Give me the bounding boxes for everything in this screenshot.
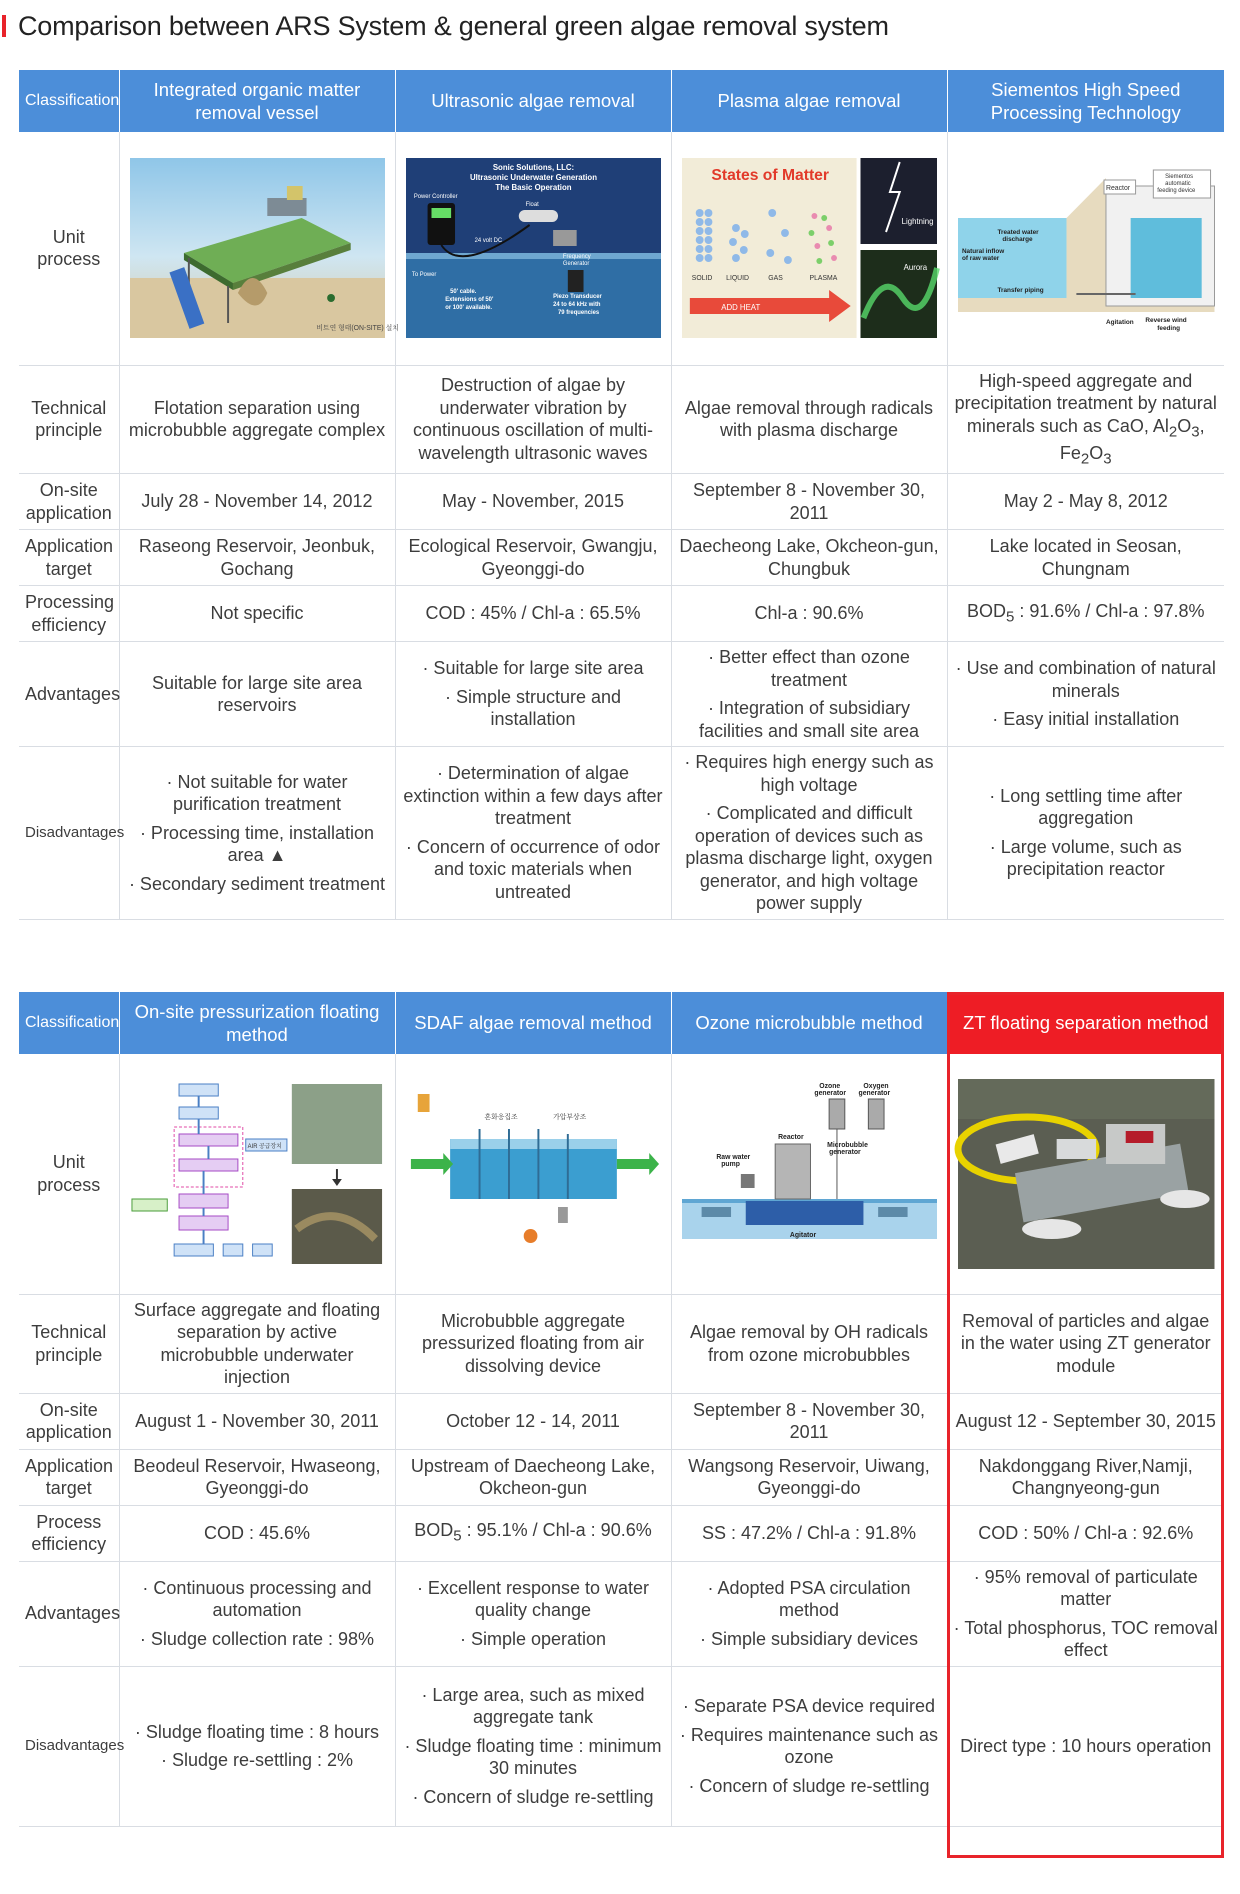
principle-cell: Flotation separation using microbubble aggregate complex	[119, 365, 395, 474]
efficiency-cell	[947, 586, 1224, 642]
subscript: 5	[453, 1527, 462, 1545]
row-label-application-target: Application target	[19, 530, 119, 586]
process-efficiency-row	[19, 1505, 1224, 1561]
unit-process-image-cell	[671, 132, 947, 365]
siementos-process-diagram	[958, 158, 1215, 338]
disadvantages-row	[19, 747, 1224, 920]
principle-cell: Algae removal through radicals with plasma discharge	[671, 365, 947, 474]
row-label-technical-principle: Technical principle	[19, 365, 119, 474]
svg-text:generator: generator	[828, 1148, 861, 1156]
row-label-processing-efficiency: Processing efficiency	[19, 586, 119, 642]
efficiency-cell: Not specific	[119, 586, 395, 642]
principle-text: , Fe	[1059, 415, 1205, 463]
zt-floating-vessel-photo	[958, 1079, 1215, 1269]
svg-text:Piezo Transducer: Piezo Transducer	[552, 294, 602, 301]
disadvantages-cell	[947, 1666, 1224, 1826]
svg-text:generator: generator	[858, 1089, 890, 1097]
disadvantages-cell	[395, 1666, 671, 1826]
svg-text:States of Matter: States of Matter	[710, 167, 829, 185]
svg-text:discharge: discharge	[1001, 236, 1033, 244]
row-label-disadvantages: Disadvantages	[19, 1666, 119, 1826]
svg-text:PLASMA: PLASMA	[809, 275, 837, 283]
advantage-item: · Excellent response to water quality change	[416, 1577, 650, 1621]
onsite-cell: July 28 - November 14, 2012	[119, 474, 395, 530]
disadvantage-item: · Complicated and difficult operation of devices such as plasma discharge light, oxygen generator, and high voltage power supply	[685, 803, 933, 914]
svg-text:feeding device: feeding device	[1156, 188, 1195, 195]
target-cell: Lake located in Seosan, Chungnam	[947, 530, 1224, 586]
onsite-cell: May - November, 2015	[395, 474, 671, 530]
svg-text:generator: generator	[813, 1089, 846, 1097]
principle-text: High-speed aggregate and precipitation treatment by natural minerals such as CaO, Al	[954, 370, 1217, 436]
row-label-advantages: Advantages	[19, 1561, 119, 1666]
column-header-vessel: Integrated organic matter removal vessel	[119, 70, 395, 132]
disadvantages-row	[19, 1666, 1224, 1826]
advantage-item: · Continuous processing and automation	[142, 1577, 372, 1621]
svg-text:feeding: feeding	[1156, 325, 1180, 333]
svg-text:Natural inflow: Natural inflow	[961, 248, 1004, 256]
page-title: Comparison between ARS System & general green algae removal system	[18, 10, 889, 41]
advantage-item: · Better effect than ozone treatment	[708, 647, 910, 690]
svg-text:혼화응집조: 혼화응집조	[483, 1113, 518, 1121]
disadvantages-cell	[395, 747, 671, 920]
svg-text:To Power: To Power	[411, 272, 436, 279]
principle-cell: Algae removal by OH radicals from ozone microbubbles	[671, 1294, 947, 1393]
advantage-item: · Simple subsidiary devices	[699, 1628, 919, 1649]
disadvantages-cell	[671, 1666, 947, 1826]
svg-text:GAS: GAS	[767, 275, 783, 283]
svg-text:Reverse wind: Reverse wind	[1144, 317, 1187, 325]
svg-text:24 volt DC: 24 volt DC	[474, 238, 502, 245]
svg-text:Ultrasonic Underwater Generati: Ultrasonic Underwater Generation	[469, 173, 597, 183]
target-cell: Beodeul Reservoir, Hwaseong, Gyeonggi-do	[119, 1449, 395, 1505]
svg-text:Raw water: Raw water	[715, 1153, 750, 1161]
svg-text:79 frequencies: 79 frequencies	[557, 310, 599, 317]
svg-text:Treated water: Treated water	[996, 229, 1039, 237]
principle-cell	[947, 365, 1224, 474]
svg-text:Power Controller: Power Controller	[413, 194, 458, 201]
svg-text:LIQUID: LIQUID	[725, 275, 749, 283]
advantage-item: · Suitable for large site area	[422, 658, 644, 679]
efficiency-text: BOD	[967, 601, 1007, 622]
disadvantage-item: · Sludge floating time : 8 hours	[134, 1721, 380, 1742]
svg-text:or 100' available.: or 100' available.	[444, 305, 492, 312]
advantage-item: · Simple structure and installation	[444, 686, 622, 730]
unit-process-row	[19, 1054, 1224, 1294]
subscript: 2	[1168, 423, 1178, 441]
advantages-cell	[671, 1561, 947, 1666]
target-cell: Upstream of Daecheong Lake, Okcheon-gun	[395, 1449, 671, 1505]
svg-text:Siementos: Siementos	[1164, 174, 1193, 181]
principle-cell: Removal of particles and algae in the water using ZT generator module	[947, 1294, 1224, 1393]
disadvantage-item: · Long settling time after aggregation	[989, 785, 1183, 829]
advantage-item: · Simple operation	[459, 1628, 607, 1649]
unit-process-image-cell	[119, 1054, 395, 1294]
principle-text: O	[1089, 442, 1104, 463]
unit-process-image-cell	[395, 132, 671, 365]
advantages-row	[19, 1561, 1224, 1666]
disadvantage-item: · Secondary sediment treatment	[128, 873, 386, 894]
advantage-item: · Use and combination of natural minerals	[955, 658, 1216, 701]
advantages-row	[19, 642, 1224, 747]
svg-text:Extensions of 50': Extensions of 50'	[444, 297, 493, 304]
principle-text: O	[1177, 415, 1192, 436]
onsite-cell: August 12 - September 30, 2015	[947, 1393, 1224, 1449]
svg-text:Sonic Solutions, LLC:: Sonic Solutions, LLC:	[492, 163, 574, 173]
subscript: 3	[1191, 423, 1200, 441]
target-cell: Nakdonggang River,Namji, Changnyeong-gun	[947, 1449, 1224, 1505]
comparison-table-1	[19, 70, 1224, 920]
principle-cell: Microbubble aggregate pressurized floating from air dissolving device	[395, 1294, 671, 1393]
svg-text:Transfer piping: Transfer piping	[996, 287, 1044, 295]
disadvantage-item: · Large area, such as mixed aggregate tank	[421, 1684, 645, 1728]
column-header-pressurization: On-site pressurization floating method	[119, 992, 395, 1054]
svg-text:비트연 형태(ON-SITE) 설치: 비트연 형태(ON-SITE) 설치	[315, 325, 399, 333]
onsite-cell: September 8 - November 30, 2011	[671, 474, 947, 530]
advantages-cell	[671, 642, 947, 747]
advantage-item: Suitable for large site area reservoirs	[151, 672, 363, 716]
row-label-application-target: Application target	[19, 1449, 119, 1505]
disadvantages-cell	[119, 747, 395, 920]
principle-cell: Destruction of algae by underwater vibration by continuous oscillation of multi-wavelength ultrasonic waves	[395, 365, 671, 474]
target-cell: Raseong Reservoir, Jeonbuk, Gochang	[119, 530, 395, 586]
svg-text:Float: Float	[525, 202, 539, 209]
svg-text:ADD HEAT: ADD HEAT	[720, 303, 760, 313]
onsite-cell: October 12 - 14, 2011	[395, 1393, 671, 1449]
row-label-disadvantages: Disadvantages	[19, 747, 119, 920]
advantages-cell	[119, 642, 395, 747]
unit-process-row	[19, 132, 1224, 365]
svg-text:Ozone: Ozone	[818, 1082, 840, 1090]
advantage-item: · Integration of subsidiary facilities and small site area	[698, 698, 920, 741]
column-header-plasma: Plasma algae removal	[671, 70, 947, 132]
column-header-ozone: Ozone microbubble method	[671, 992, 947, 1054]
advantage-item: · Total phosphorus, TOC removal effect	[953, 1617, 1218, 1660]
ozone-microbubble-diagram	[682, 1079, 937, 1269]
application-target-row	[19, 1449, 1224, 1505]
disadvantage-item: · Concern of sludge re-settling	[688, 1775, 930, 1796]
disadvantages-cell	[671, 747, 947, 920]
disadvantages-cell	[119, 1666, 395, 1826]
classification-header: Classification	[19, 70, 119, 132]
svg-text:The Basic Operation: The Basic Operation	[494, 183, 572, 193]
efficiency-text: : 91.6% / Chl-a : 97.8%	[1014, 601, 1205, 622]
target-cell: Ecological Reservoir, Gwangju, Gyeonggi-do	[395, 530, 671, 586]
sdaf-plant-diagram	[406, 1079, 661, 1269]
advantage-item: · 95% removal of particulate matter	[973, 1566, 1198, 1609]
unit-process-image-cell	[947, 1054, 1224, 1294]
onsite-application-row	[19, 1393, 1224, 1449]
disadvantage-item: · Concern of sludge re-settling	[412, 1786, 654, 1807]
subscript: 3	[1103, 450, 1112, 468]
svg-text:of raw water: of raw water	[961, 255, 999, 263]
application-target-row	[19, 530, 1224, 586]
svg-text:pump: pump	[720, 1160, 740, 1168]
states-of-matter-diagram	[682, 158, 937, 338]
svg-text:Aurora: Aurora	[903, 263, 927, 273]
unit-process-image-cell	[119, 132, 399, 365]
disadvantage-item: · Determination of algae extinction within a few days after treatment	[403, 763, 663, 829]
unit-process-image-cell	[671, 1054, 947, 1294]
row-label-advantages: Advantages	[19, 642, 119, 747]
efficiency-cell: SS : 47.2% / Chl-a : 91.8%	[671, 1505, 947, 1561]
column-header-ultrasonic: Ultrasonic algae removal	[395, 70, 671, 132]
disadvantage-item: · Requires maintenance such as ozone	[679, 1724, 939, 1767]
row-label-unit-process: Unit process	[19, 132, 119, 365]
svg-text:Oxygen: Oxygen	[862, 1082, 889, 1090]
disadvantage-item: · Sludge re-settling : 2%	[160, 1750, 354, 1770]
row-label-onsite-application: On-site application	[19, 1393, 119, 1449]
row-label-process-efficiency: Process efficiency	[19, 1505, 119, 1561]
svg-text:가압부상조: 가압부상조	[552, 1113, 586, 1121]
classification-header: Classification	[19, 992, 119, 1054]
unit-process-image-cell	[947, 132, 1224, 365]
efficiency-text: : 95.1% / Chl-a : 90.6%	[461, 1520, 652, 1541]
subscript: 2	[1080, 450, 1090, 468]
column-header-sdaf: SDAF algae removal method	[395, 992, 671, 1054]
disadvantage-item: · Separate PSA device required	[682, 1696, 936, 1716]
svg-text:Microbubble: Microbubble	[826, 1141, 868, 1149]
efficiency-cell: COD : 45.6%	[119, 1505, 395, 1561]
efficiency-cell: COD : 50% / Chl-a : 92.6%	[947, 1505, 1224, 1561]
svg-text:Reactor: Reactor	[1105, 185, 1130, 193]
efficiency-text: BOD	[414, 1520, 454, 1541]
svg-text:Reactor: Reactor	[777, 1133, 804, 1141]
svg-text:24 to 64 kHz with: 24 to 64 kHz with	[552, 302, 600, 309]
technical-principle-row	[19, 1294, 1224, 1393]
column-header-siementos: Siementos High Speed Processing Technology	[947, 70, 1224, 132]
column-header-zt-floating: ZT floating separation method	[947, 992, 1224, 1054]
efficiency-cell	[395, 1505, 671, 1561]
svg-text:50' cable.: 50' cable.	[449, 289, 476, 296]
unit-process-image-cell	[395, 1054, 671, 1294]
svg-text:Frequency: Frequency	[562, 254, 591, 261]
target-cell: Daecheong Lake, Okcheon-gun, Chungbuk	[671, 530, 947, 586]
efficiency-cell: COD : 45% / Chl-a : 65.5%	[395, 586, 671, 642]
svg-text:SOLID: SOLID	[691, 275, 712, 283]
row-label-onsite-application: On-site application	[19, 474, 119, 530]
disadvantages-cell	[947, 747, 1224, 920]
disadvantage-item: · Sludge floating time : minimum 30 minutes	[404, 1735, 662, 1779]
table-header-row	[19, 70, 1224, 132]
principle-cell: Surface aggregate and floating separation by active microbubble underwater injection	[119, 1294, 395, 1393]
comparison-table-2	[19, 992, 1224, 1827]
advantages-cell	[119, 1561, 395, 1666]
title-accent-bar	[2, 15, 6, 37]
svg-text:Agitator: Agitator	[789, 1231, 816, 1239]
disadvantage-item: · Concern of occurrence of odor and toxic materials when untreated	[405, 836, 661, 902]
efficiency-cell: Chl-a : 90.6%	[671, 586, 947, 642]
pressurization-flow-chart	[130, 1079, 385, 1269]
ultrasonic-generation-diagram	[406, 158, 661, 338]
onsite-application-row	[19, 474, 1224, 530]
disadvantage-item: · Requires high energy such as high voltage	[684, 752, 934, 795]
floating-vessel-illustration	[130, 158, 399, 338]
technical-principle-row	[19, 365, 1224, 474]
disadvantage-item: · Large volume, such as precipitation reactor	[989, 836, 1182, 880]
advantages-cell	[395, 642, 671, 747]
onsite-cell: August 1 - November 30, 2011	[119, 1393, 395, 1449]
table-header-row	[19, 992, 1224, 1054]
page-header	[0, 8, 889, 44]
disadvantage-item: · Processing time, installation area ▲	[139, 822, 375, 866]
row-label-unit-process: Unit process	[19, 1054, 119, 1294]
svg-text:Lightning: Lightning	[901, 217, 933, 227]
processing-efficiency-row	[19, 586, 1224, 642]
onsite-cell: September 8 - November 30, 2011	[671, 1393, 947, 1449]
advantage-item: · Adopted PSA circulation method	[707, 1577, 911, 1621]
disadvantage-item: Direct type : 10 hours operation	[960, 1735, 1212, 1756]
svg-text:AIR 공급장치: AIR 공급장치	[247, 1143, 282, 1150]
row-label-technical-principle: Technical principle	[19, 1294, 119, 1393]
advantage-item: · Sludge collection rate : 98%	[139, 1628, 375, 1649]
advantages-cell	[947, 642, 1224, 747]
target-cell: Wangsong Reservoir, Uiwang, Gyeonggi-do	[671, 1449, 947, 1505]
subscript: 5	[1006, 608, 1015, 626]
advantages-cell	[947, 1561, 1224, 1666]
onsite-cell: May 2 - May 8, 2012	[947, 474, 1224, 530]
svg-text:Generator: Generator	[562, 261, 589, 268]
svg-text:automatic: automatic	[1164, 181, 1191, 188]
advantages-cell	[395, 1561, 671, 1666]
disadvantage-item: · Not suitable for water purification treatment	[166, 771, 348, 815]
advantage-item: · Easy initial installation	[992, 709, 1180, 730]
svg-text:Agitation: Agitation	[1105, 319, 1134, 327]
